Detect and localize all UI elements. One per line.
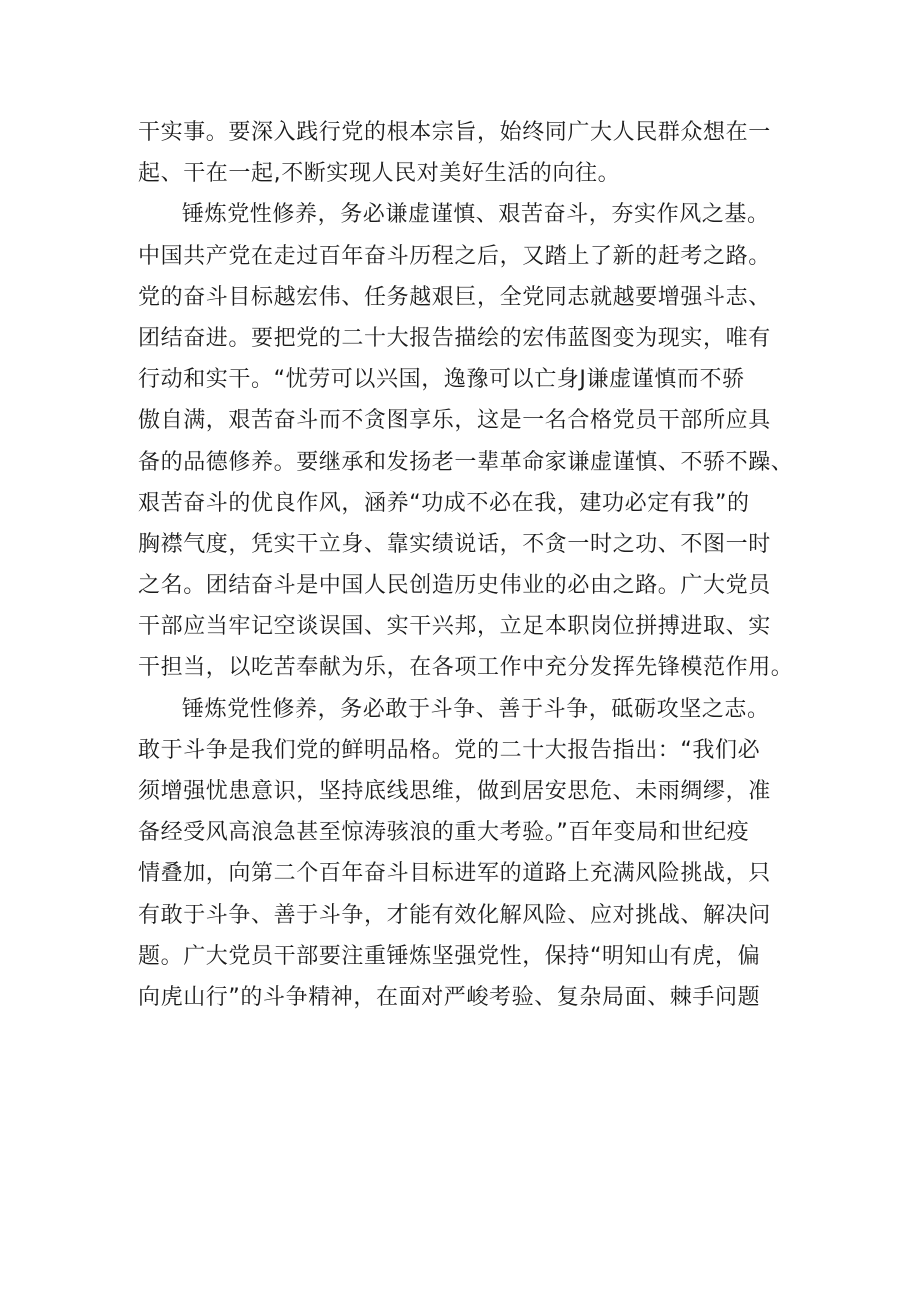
- text-line: 备经受风高浪急甚至惊涛骇浪的重大考验。”百年变局和世纪疫: [138, 820, 750, 846]
- text-line: 备的品德修养。要继承和发扬老一辈革命家谦虚谨慎、不骄不躁、: [138, 449, 794, 475]
- body-text: [138, 112, 798, 1018]
- text-line: 干担当，以吃苦奉献为乐，在各项工作中充分发挥先锋模范作用。: [138, 655, 794, 681]
- paragraph-start-line: 锤炼党性修养，务必谦虚谨慎、艰苦奋斗，夯实作风之基。: [182, 202, 770, 228]
- text-line: 起、干在一起,不断实现人民对美好生活的向往。: [138, 161, 621, 187]
- paragraph-start-line: 锤炼党性修养，务必敢于斗争、善于斗争，砥砺攻坚之志。: [182, 696, 770, 722]
- text-line: 有敢于斗争、善于斗争，才能有效化解风险、应对挑战、解决问: [138, 902, 771, 928]
- text-line: 干实事。要深入践行党的根本宗旨，始终同广大人民群众想在一: [138, 120, 771, 145]
- text-line: 中国共产党在走过百年奋斗历程之后，又踏上了新的赶考之路。: [138, 243, 771, 269]
- text-line: 傲自满，艰苦奋斗而不贪图享乐，这是一名合格党员干部所应具: [138, 408, 771, 434]
- text-line: 题。广大党员干部要注重锤炼坚强党性，保持“明知山有虎，偏: [138, 943, 761, 969]
- text-line: 团结奋进。要把党的二十大报告描绘的宏伟蓝图变为现实，唯有: [138, 325, 771, 351]
- text-line: 须增强忧患意识，坚持底线思维，做到居安思危、未雨绸缪，准: [138, 779, 771, 804]
- text-line: 敢于斗争是我们党的鲜明品格。党的二十大报告指出：“我们必: [138, 737, 761, 763]
- text-line: 向虎山行”的斗争精神，在面对严峻考验、复杂局面、棘手问题: [138, 984, 761, 1010]
- text-line: 情叠加，向第二个百年奋斗目标进军的道路上充满风险挑战，只: [138, 861, 771, 887]
- text-line: 胸襟气度，凭实干立身、靠实绩说话，不贪一时之功、不图一时: [138, 531, 771, 557]
- text-line: 之名。团结奋斗是中国人民创造历史伟业的必由之路。广大党员: [138, 573, 771, 599]
- text-line: 干部应当牢记空谈误国、实干兴邦，立足本职岗位拼搏进取、实: [138, 614, 771, 640]
- text-line: 党的奋斗目标越宏伟、任务越艰巨，全党同志就越要增强斗志、: [138, 284, 771, 310]
- text-line: 行动和实干。“忧劳可以兴国，逸豫可以亡身J谦虚谨慎而不骄: [138, 367, 745, 393]
- text-line: 艰苦奋斗的优良作风，涵养“功成不必在我，建功必定有我”的: [138, 490, 750, 516]
